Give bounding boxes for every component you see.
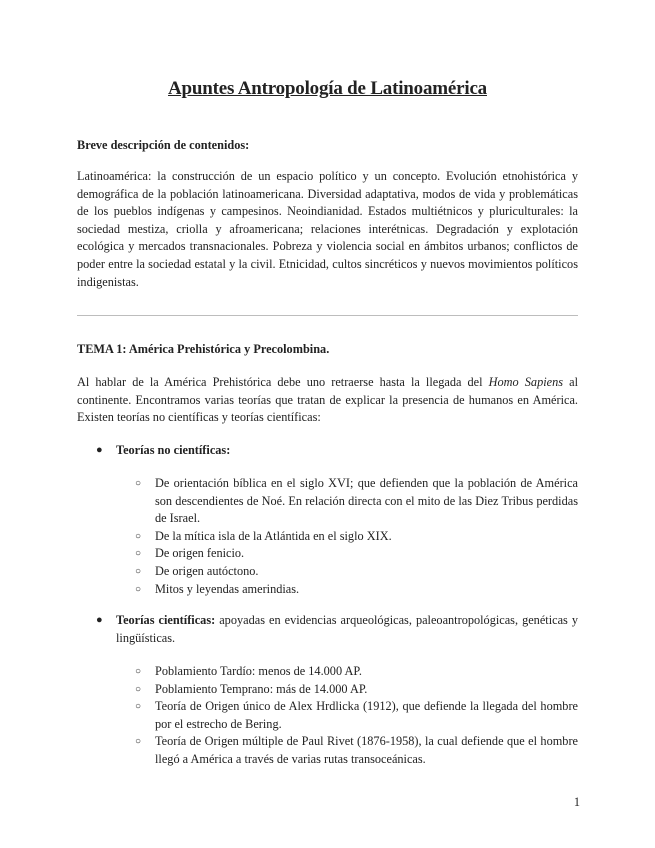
hollow-bullet-icon: ○ <box>135 736 142 748</box>
hollow-bullet-icon: ○ <box>135 701 142 713</box>
scientific-description: apoyadas en evidencias arqueológicas, paleoantropológicas, genéticas y lingüísticas. <box>116 613 578 645</box>
non-scientific-bullet <box>96 442 578 460</box>
list-item <box>135 733 578 768</box>
list-item <box>135 563 578 581</box>
section-divider <box>77 315 578 316</box>
scientific-label: Teorías científicas: <box>116 613 216 627</box>
intro-text-start: Al hablar de la América Prehistórica debe uno retraerse hasta la llegada del <box>77 375 489 389</box>
list-item-text: De orientación bíblica en el siglo XVI; que defienden que la población de América son descendientes de Noé. En relación directa con el mito de las Diez Tribus perdidas de Israel. <box>155 476 578 526</box>
list-item-text: Poblamiento Tardío: menos de 14.000 AP. <box>155 664 362 678</box>
list-item-text: Mitos y leyendas amerindias. <box>155 581 300 596</box>
list-item <box>135 663 578 681</box>
list-item <box>135 528 578 546</box>
list-item <box>135 698 578 733</box>
hollow-bullet-icon: ○ <box>135 530 142 542</box>
page-number: 1 <box>573 795 580 809</box>
list-item <box>135 545 578 563</box>
list-item-text: Teoría de Origen único de Alex Hrdlicka (1912), que defiende la llegada del hombre por el estrecho de Bering. <box>155 699 578 731</box>
list-item-text: De origen autóctono. <box>155 563 259 578</box>
list-item <box>135 581 578 599</box>
hollow-bullet-icon: ○ <box>135 565 142 577</box>
list-item-text: Poblamiento Temprano: más de 14.000 AP. <box>155 681 368 696</box>
summary-paragraph: Latinoamérica: la construcción de un espacio político y un concepto. Evolución etnohistórica y demográfica de la población latinoamericana. Diversidad adaptativa, modos de vida y problemáticas de los pueblos indígenas y campesinos. Neoindianidad. Estados multiétnicos y pluriculturales: la sociedad mestiza, criolla y afroamericana; relaciones interétnicas. Degradación y explotación ecológica y mercados transnacionales. Pobreza y violencia social en ámbitos urbanos; conflictos de poder entre la sociedad estatal y la civil. Etnicidad, cultos sincréticos y nuevos movimientos políticos indigenistas. <box>77 169 578 289</box>
bullet-dot-icon: ● <box>96 614 103 626</box>
summary-heading: Breve descripción de contenidos: <box>77 138 250 152</box>
scientific-list <box>135 663 578 769</box>
hollow-bullet-icon: ○ <box>135 548 142 560</box>
scientific-paragraph <box>116 612 578 647</box>
intro-paragraph <box>77 374 578 427</box>
list-item-text: Teoría de Origen múltiple de Paul Rivet (1876-1958), la cual defiende que el hombre llegó a América a través de varias rutas transoceánicas. <box>155 734 578 766</box>
hollow-bullet-icon: ○ <box>135 666 142 677</box>
tema-heading: TEMA 1: América Prehistórica y Precolombina. <box>77 342 330 356</box>
page-title: Apuntes Antropología de Latinoamérica <box>168 78 487 99</box>
hollow-bullet-icon: ○ <box>135 583 142 595</box>
intro-text-end: al continente. Encontramos varias teorías que tratan de explicar la presencia de humanos en América. Existen teorías no científicas y teorías científicas: <box>77 375 579 425</box>
list-item <box>135 475 578 528</box>
list-item-text: De la mítica isla de la Atlántida en el siglo XIX. <box>155 528 392 543</box>
bullet-dot-icon: ● <box>96 444 103 456</box>
list-item-text: De origen fenicio. <box>155 546 245 561</box>
intro-italic-term: Homo Sapiens <box>488 375 564 389</box>
non-scientific-list <box>135 475 578 598</box>
hollow-bullet-icon: ○ <box>135 478 142 489</box>
non-scientific-label: Teorías no científicas: <box>116 443 231 457</box>
scientific-bullet <box>96 612 578 647</box>
hollow-bullet-icon: ○ <box>135 683 142 695</box>
list-item <box>135 681 578 699</box>
